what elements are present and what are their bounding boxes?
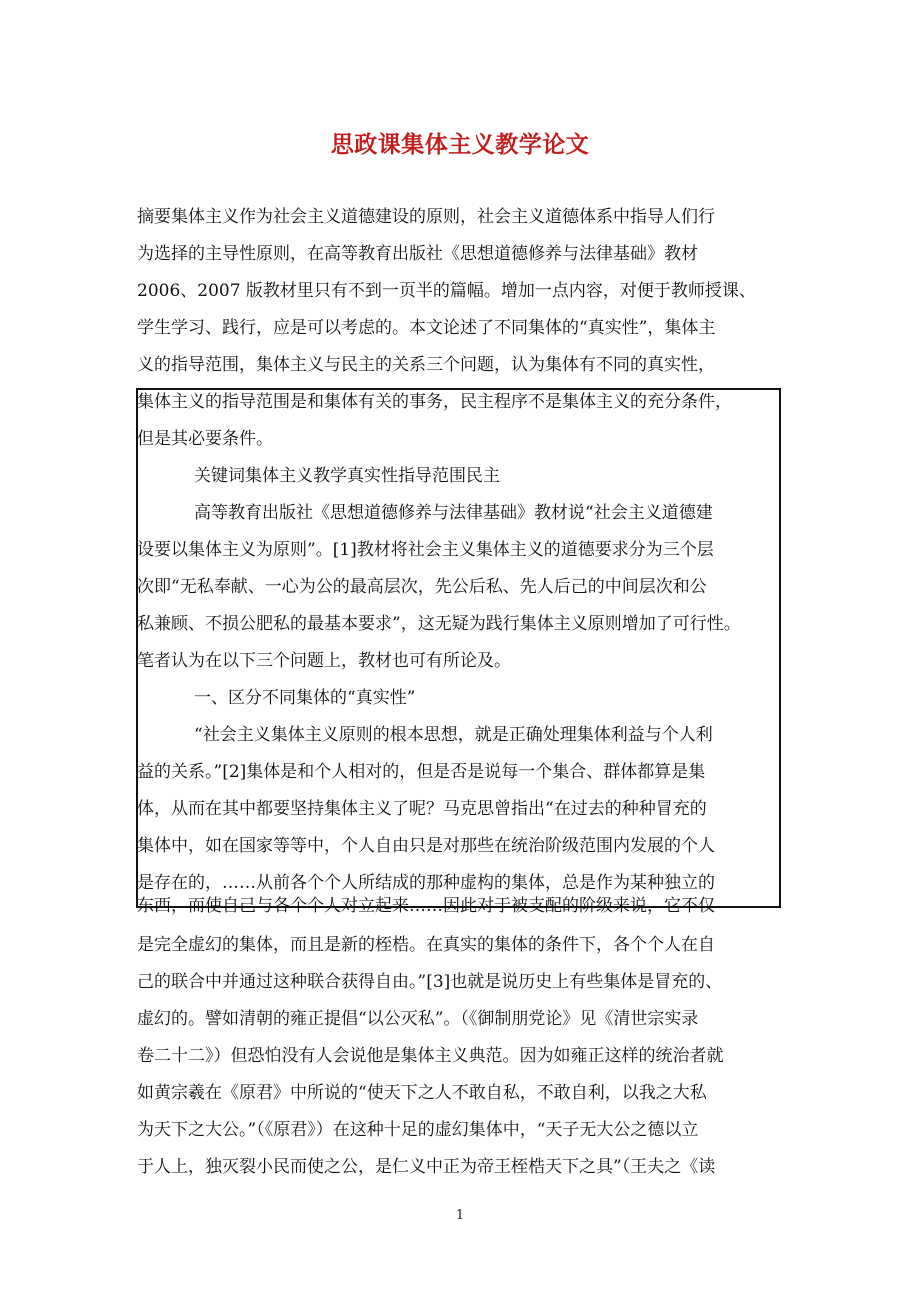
text-line: “社会主义集体主义原则的根本思想，就是正确处理集体利益与个人利 <box>194 725 713 745</box>
text-line: 义的指导范围，集体主义与民主的关系三个问题，认为集体有不同的真实性， <box>137 355 715 375</box>
text-line: 东西，而使自己与各个个人对立起来……因此对于被支配的阶级来说，它不仅 <box>137 896 715 915</box>
text-line: 为天下之大公。”（《原君》）在这种十足的虚幻集体中，“天子无大公之德以立 <box>137 1120 699 1140</box>
document-title: 思政课集体主义教学论文 <box>330 132 590 158</box>
text-line: 是完全虚幻的集体，而且是新的桎梏。在真实的集体的条件下，各个个人在自 <box>137 935 715 955</box>
text-line: 益的关系。”[2]集体是和个人相对的，但是否是说每一个集合、群体都算是集 <box>137 762 706 782</box>
text-line: 于人上，独灭裂小民而使之公，是仁义中正为帝王桎梏天下之具”（王夫之《读 <box>137 1157 716 1177</box>
text-line: 卷二十二》）但恐怕没有人会说他是集体主义典范。因为如雍正这样的统治者就 <box>137 1046 724 1066</box>
section-heading: 一、区分不同集体的“真实性” <box>194 688 416 708</box>
text-line: 集体主义的指导范围是和集体有关的事务，民主程序不是集体主义的充分条件， <box>137 392 732 412</box>
text-line: 体，从而在其中都要坚持集体主义了呢？马克思曾指出“在过去的种种冒充的 <box>137 799 707 819</box>
text-line: 2006、2007 版教材里只有不到一页半的篇幅。增加一点内容，对便于教师授课、 <box>137 281 756 301</box>
text-line: 学生学习、践行，应是可以考虑的。本文论述了不同集体的“真实性”，集体主 <box>137 318 716 338</box>
page-number: 1 <box>455 1208 465 1223</box>
text-line: 笔者认为在以下三个问题上，教材也可有所论及。 <box>137 651 511 671</box>
text-line: 是存在的，……从前各个个人所结成的那种虚构的集体，总是作为某种独立的 <box>137 873 715 893</box>
text-line: 己的联合中并通过这种联合获得自由。”[3]也就是说历史上有些集体是冒充的、 <box>137 972 723 992</box>
text-line: 次即“无私奉献、一心为公的最高层次，先公后私、先人后己的中间层次和公 <box>137 577 707 597</box>
text-line: 集体中，如在国家等等中，个人自由只是对那些在统治阶级范围内发展的个人 <box>137 836 715 856</box>
text-line: 设要以集体主义为原则”。[1]教材将社会主义集体主义的道德要求分为三个层 <box>137 540 714 560</box>
text-line: 摘要集体主义作为社会主义道德建设的原则，社会主义道德体系中指导人们行 <box>137 207 715 227</box>
text-line: 虚幻的。譬如清朝的雍正提倡“以公灭私”。（《御制朋党论》见《清世宗实录 <box>137 1009 699 1029</box>
text-line: 为选择的主导性原则，在高等教育出版社《思想道德修养与法律基础》教材 <box>137 244 698 264</box>
text-line: 私兼顾、不损公肥私的最基本要求”，这无疑为践行集体主义原则增加了可行性。 <box>137 614 741 634</box>
text-line: 高等教育出版社《思想道德修养与法律基础》教材说“社会主义道德建 <box>194 503 713 523</box>
text-line: 但是其必要条件。 <box>137 429 273 449</box>
text-line: 如黄宗羲在《原君》中所说的“使天下之人不敢自私，不敢自利，以我之大私 <box>137 1083 707 1103</box>
keywords-line: 关键词集体主义教学真实性指导范围民主 <box>194 466 500 486</box>
